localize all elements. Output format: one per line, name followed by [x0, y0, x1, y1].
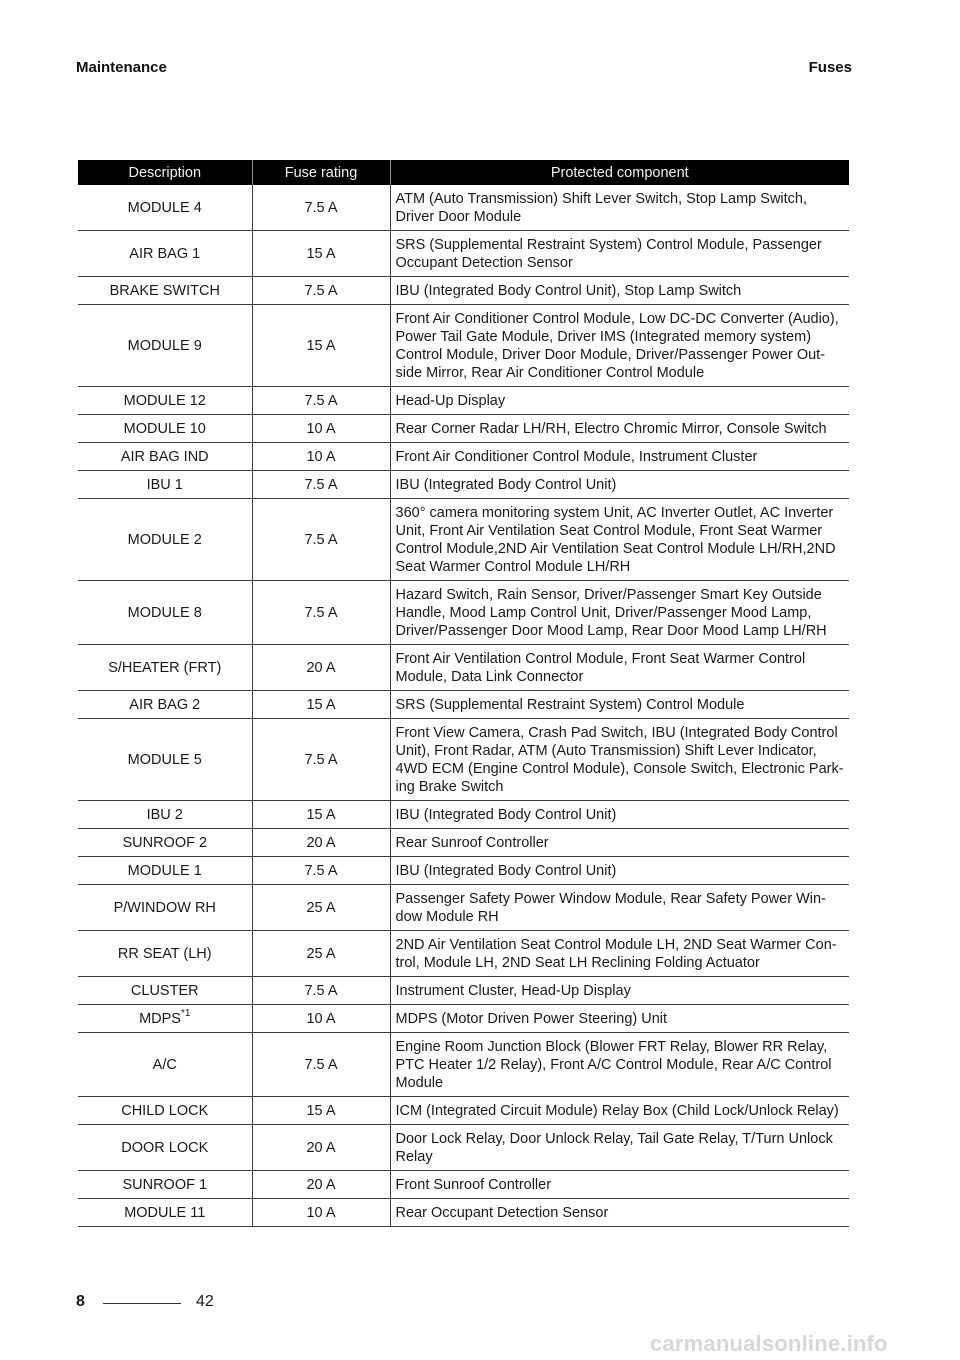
table-row: [78, 305, 849, 387]
fuse-description-cell: [78, 1097, 252, 1125]
fuse-description-cell: [78, 977, 252, 1005]
fuse-description: MODULE 9: [127, 337, 202, 354]
protected-component: IBU (Integrated Body Control Unit): [390, 857, 849, 885]
protected-component: SRS (Supplemental Restraint System) Control Module: [390, 691, 849, 719]
table-row: [78, 387, 849, 415]
protected-component: Front Air Ventilation Control Module, Front Seat Warmer Control Module, Data Link Connector: [390, 645, 849, 691]
table-row: [78, 277, 849, 305]
table-row: [78, 581, 849, 645]
fuse-rating: 10 A: [252, 1199, 390, 1227]
protected-component: Front View Camera, Crash Pad Switch, IBU (Integrated Body Control Unit), Front Radar, ATM (Auto Transmission) Shift Lever Indicator, 4WD ECM (Engine Control Module), Console Switch, Electronic Park-ing Brake Switch: [390, 719, 849, 801]
fuse-rating: 10 A: [252, 443, 390, 471]
fuse-rating: 15 A: [252, 231, 390, 277]
fuse-description-cell: [78, 581, 252, 645]
fuse-description-cell: [78, 1171, 252, 1199]
watermark: carmanualsonline.info: [650, 1331, 888, 1356]
fuse-description: IBU 2: [146, 806, 183, 823]
protected-component: Rear Occupant Detection Sensor: [390, 1199, 849, 1227]
protected-component: Engine Room Junction Block (Blower FRT Relay, Blower RR Relay, PTC Heater 1/2 Relay), Front A/C Control Module, Rear A/C Control Module: [390, 1033, 849, 1097]
table-row: [78, 415, 849, 443]
column-header-fuse-rating: Fuse rating: [252, 160, 390, 185]
fuse-rating: 7.5 A: [252, 499, 390, 581]
fuse-rating: 20 A: [252, 1125, 390, 1171]
fuse-description-cell: [78, 931, 252, 977]
fuse-description-cell: [78, 443, 252, 471]
section-title: Maintenance: [76, 59, 167, 76]
fuse-rating: 7.5 A: [252, 277, 390, 305]
table-row: [78, 691, 849, 719]
fuse-description-cell: [78, 645, 252, 691]
table-row: [78, 857, 849, 885]
fuse-rating: 7.5 A: [252, 581, 390, 645]
table-row: [78, 1199, 849, 1227]
fuse-description-cell: [78, 1199, 252, 1227]
fuse-description: RR SEAT (LH): [117, 945, 212, 962]
fuse-rating: 15 A: [252, 801, 390, 829]
table-row: [78, 185, 849, 231]
protected-component: Rear Sunroof Controller: [390, 829, 849, 857]
fuse-description-cell: [78, 471, 252, 499]
protected-component: Rear Corner Radar LH/RH, Electro Chromic Mirror, Console Switch: [390, 415, 849, 443]
fuse-table-body: [78, 185, 849, 1227]
fuse-rating: 7.5 A: [252, 719, 390, 801]
column-header-protected-component: Protected component: [390, 160, 849, 185]
fuse-description-cell: [78, 719, 252, 801]
fuse-rating: 7.5 A: [252, 387, 390, 415]
table-row: [78, 931, 849, 977]
table-row: [78, 1033, 849, 1097]
fuse-description: AIR BAG 2: [129, 696, 201, 713]
fuse-description: AIR BAG 1: [129, 245, 201, 262]
fuse-description: MODULE 1: [127, 862, 202, 879]
fuse-description: SUNROOF 1: [122, 1176, 208, 1193]
fuse-description-cell: [78, 415, 252, 443]
protected-component: Head-Up Display: [390, 387, 849, 415]
table-row: [78, 977, 849, 1005]
footer-divider: [103, 1303, 181, 1304]
fuse-description-cell: [78, 885, 252, 931]
protected-component: Front Sunroof Controller: [390, 1171, 849, 1199]
protected-component: Hazard Switch, Rain Sensor, Driver/Passenger Smart Key Outside Handle, Mood Lamp Control Unit, Driver/Passenger Mood Lamp, Driver/Passenger Door Mood Lamp, Rear Door Mood Lamp LH/RH: [390, 581, 849, 645]
protected-component: MDPS (Motor Driven Power Steering) Unit: [390, 1005, 849, 1033]
table-row: [78, 443, 849, 471]
fuse-description: MODULE 12: [123, 392, 206, 409]
page-number: 42: [196, 1293, 214, 1310]
fuse-description-cell: [78, 277, 252, 305]
table-row: [78, 1125, 849, 1171]
protected-component: Front Air Conditioner Control Module, Low DC-DC Converter (Audio), Power Tail Gate Module, Driver IMS (Integrated memory system) Control Module, Driver Door Module, Driver/Passenger Power Out-side Mirror, Rear Air Conditioner Control Module: [390, 305, 849, 387]
protected-component: Front Air Conditioner Control Module, Instrument Cluster: [390, 443, 849, 471]
fuse-rating: 7.5 A: [252, 471, 390, 499]
protected-component: Door Lock Relay, Door Unlock Relay, Tail Gate Relay, T/Turn Unlock Relay: [390, 1125, 849, 1171]
fuse-description: AIR BAG IND: [120, 448, 209, 465]
table-row: [78, 645, 849, 691]
page-topic: Fuses: [808, 59, 852, 76]
table-row: [78, 1171, 849, 1199]
fuse-description: IBU 1: [146, 476, 183, 493]
fuse-description-cell: [78, 857, 252, 885]
fuse-table: [78, 160, 849, 1227]
fuse-rating: 10 A: [252, 415, 390, 443]
fuse-description-cell: [78, 305, 252, 387]
fuse-rating: 20 A: [252, 1171, 390, 1199]
protected-component: IBU (Integrated Body Control Unit): [390, 471, 849, 499]
fuse-description: BRAKE SWITCH: [109, 282, 220, 299]
fuse-description-cell: [78, 499, 252, 581]
table-row: [78, 499, 849, 581]
fuse-description: CLUSTER: [130, 982, 199, 999]
fuse-rating: 7.5 A: [252, 185, 390, 231]
fuse-description: MODULE 2: [127, 531, 202, 548]
fuse-description: MODULE 4: [127, 199, 202, 216]
fuse-description: DOOR LOCK: [121, 1139, 209, 1156]
protected-component: ATM (Auto Transmission) Shift Lever Switch, Stop Lamp Switch, Driver Door Module: [390, 185, 849, 231]
table-row: [78, 1097, 849, 1125]
fuse-description-cell: [78, 829, 252, 857]
fuse-rating: 25 A: [252, 885, 390, 931]
fuse-rating: 7.5 A: [252, 977, 390, 1005]
protected-component: SRS (Supplemental Restraint System) Control Module, Passenger Occupant Detection Sensor: [390, 231, 849, 277]
protected-component: 2ND Air Ventilation Seat Control Module LH, 2ND Seat Warmer Con-trol, Module LH, 2ND Seat LH Reclining Folding Actuator: [390, 931, 849, 977]
fuse-rating: 15 A: [252, 1097, 390, 1125]
fuse-description: MDPS: [139, 1010, 181, 1027]
footnote-marker: *1: [180, 1007, 191, 1019]
table-row: [78, 719, 849, 801]
fuse-description: A/C: [152, 1056, 177, 1073]
fuse-rating: 15 A: [252, 691, 390, 719]
table-row: [78, 885, 849, 931]
fuse-rating: 25 A: [252, 931, 390, 977]
fuse-description-cell: [78, 691, 252, 719]
fuse-description: MODULE 10: [123, 420, 206, 437]
fuse-description-cell: [78, 387, 252, 415]
fuse-rating: 7.5 A: [252, 857, 390, 885]
fuse-description: SUNROOF 2: [122, 834, 208, 851]
table-header-row: [78, 160, 849, 185]
fuse-description: MODULE 8: [127, 604, 202, 621]
fuse-description-cell: [78, 1125, 252, 1171]
protected-component: 360° camera monitoring system Unit, AC Inverter Outlet, AC Inverter Unit, Front Air Ventilation Seat Control Module, Front Seat Warmer Control Module,2ND Air Ventilation Seat Control Module LH/RH,2ND Seat Warmer Control Module LH/RH: [390, 499, 849, 581]
fuse-description: CHILD LOCK: [121, 1102, 209, 1119]
fuse-description-cell: [78, 801, 252, 829]
column-header-description: Description: [78, 160, 252, 185]
protected-component: ICM (Integrated Circuit Module) Relay Box (Child Lock/Unlock Relay): [390, 1097, 849, 1125]
fuse-description-cell: [78, 231, 252, 277]
table-row: [78, 1005, 849, 1033]
table-row: [78, 801, 849, 829]
table-row: [78, 471, 849, 499]
protected-component: IBU (Integrated Body Control Unit): [390, 801, 849, 829]
fuse-description-cell: [78, 1033, 252, 1097]
fuse-description: MODULE 5: [127, 751, 202, 768]
protected-component: IBU (Integrated Body Control Unit), Stop Lamp Switch: [390, 277, 849, 305]
fuse-description-cell: [78, 1005, 252, 1033]
fuse-rating: 20 A: [252, 829, 390, 857]
fuse-description: S/HEATER (FRT): [108, 659, 222, 676]
fuse-rating: 7.5 A: [252, 1033, 390, 1097]
protected-component: Passenger Safety Power Window Module, Rear Safety Power Win-dow Module RH: [390, 885, 849, 931]
fuse-description: MODULE 11: [124, 1204, 206, 1221]
table-row: [78, 829, 849, 857]
fuse-rating: 15 A: [252, 305, 390, 387]
chapter-number: 8: [76, 1293, 85, 1310]
table-row: [78, 231, 849, 277]
fuse-rating: 10 A: [252, 1005, 390, 1033]
protected-component: Instrument Cluster, Head-Up Display: [390, 977, 849, 1005]
fuse-description-cell: [78, 185, 252, 231]
fuse-rating: 20 A: [252, 645, 390, 691]
fuse-description: P/WINDOW RH: [113, 899, 216, 916]
